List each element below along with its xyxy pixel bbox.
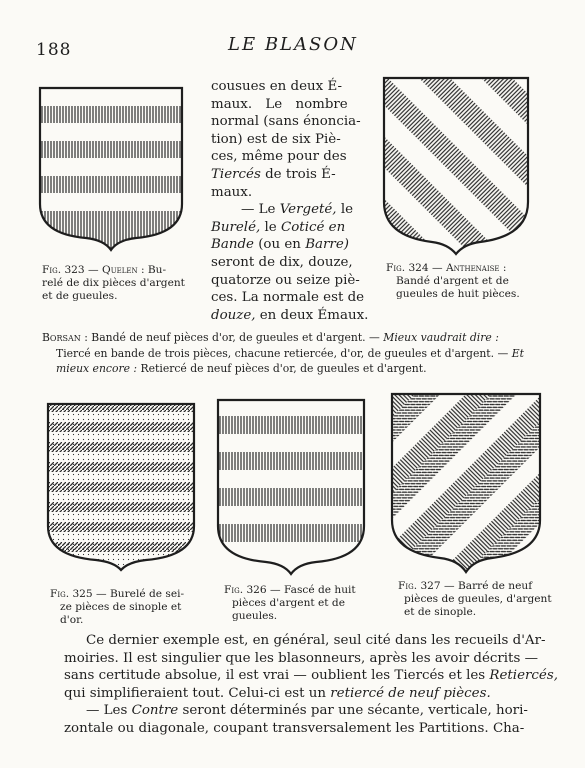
column-line-6	[211, 166, 371, 184]
column-line-9	[211, 219, 371, 237]
column-line-8	[211, 201, 371, 219]
shield-fig-325	[46, 402, 196, 572]
caption-324-label: Fig. 324	[386, 262, 429, 274]
bottom-line-6: zontale ou diagonale, coupant transversalement les Partitions. Cha-	[64, 720, 525, 736]
borsan-l2b: Et	[511, 346, 524, 360]
bottom-line-4	[64, 685, 554, 703]
caption-327-text: — Barré de neuf	[440, 580, 533, 592]
bottom-l4a: qui simplifieraient tout. Celui-ci est un	[64, 685, 331, 701]
caption-324-text: :	[499, 262, 507, 274]
column-line-5: ces, même pour des	[211, 149, 347, 165]
caption-323-line-3: et de gueules.	[42, 290, 118, 302]
shield-fig-323	[38, 86, 184, 252]
bottom-l4b: retiercé de neuf pièces.	[330, 685, 491, 701]
shield-fig-327	[390, 392, 542, 574]
bottom-paragraph	[64, 632, 558, 738]
bottom-line-1: Ce dernier exemple est, en général, seul cité dans les recueils d'Ar-	[86, 633, 546, 648]
caption-325-text: — Burelé de sei-	[92, 588, 185, 600]
bottom-line-5	[64, 702, 554, 720]
borsan-line-3	[42, 361, 552, 377]
borsan-name: Borsan	[42, 331, 81, 344]
caption-324-line-2: Bandé d'argent et de	[396, 275, 509, 287]
column-line-8-pre: — Le	[241, 202, 280, 218]
bottom-l5a: — Les	[86, 703, 132, 719]
cotice-italic: Coticé en	[281, 219, 346, 235]
douze-italic: douze,	[211, 307, 256, 323]
bottom-l5b: Contre	[131, 703, 179, 719]
column-line-2: maux. Le nombre	[211, 96, 348, 112]
caption-fig-323	[42, 264, 202, 303]
caption-326-line-3: gueules.	[232, 610, 278, 622]
column-line-8-post: le	[336, 202, 354, 218]
burele-italic: Burelé,	[211, 219, 261, 235]
borsan-l3b: Retiercé de neuf pièces d'or, de gueules et d'argent.	[137, 362, 427, 375]
caption-325-line-3: d'or.	[60, 614, 84, 626]
caption-323-line-1: Fig. 323 — Quelen : Bu-	[42, 264, 167, 276]
column-line-7: maux.	[211, 184, 253, 200]
column-line-1: cousues en deux É-	[211, 79, 343, 94]
shield-fig-324	[382, 76, 530, 256]
tierces-italic: Tiercés	[211, 166, 261, 182]
caption-325-line-2: ze pièces de sinople et	[60, 601, 182, 613]
caption-326-line-1	[224, 584, 384, 597]
caption-326-line-2: pièces d'argent et de	[232, 597, 345, 609]
bande-italic: Bande	[211, 237, 254, 253]
caption-324-name: Anthenaise	[446, 262, 500, 274]
bottom-line-3	[64, 667, 558, 685]
column-line-12: quatorze ou seize piè-	[211, 272, 360, 288]
borsan-note	[42, 330, 552, 377]
caption-323-name: Quelen	[102, 264, 138, 276]
column-line-3: normal (sans énoncia-	[211, 114, 361, 130]
column-line-4: tion) est de six Piè-	[211, 131, 341, 147]
bottom-line-2: moiries. Il est singulier que les blasonneurs, après les avoir décrits —	[64, 650, 538, 666]
column-line-9-mid: le	[260, 219, 281, 235]
column-line-14	[211, 307, 371, 325]
caption-323-line-2: relé de dix pièces d'argent	[42, 277, 185, 289]
column-line-6-rest: de trois É-	[260, 166, 336, 182]
caption-323-label: Fig. 323	[42, 264, 85, 276]
page-number: 188	[36, 40, 72, 60]
caption-327-line-3: et de sinople.	[404, 606, 477, 618]
caption-325-label: Fig. 325	[50, 588, 93, 600]
column-text	[211, 78, 371, 324]
borsan-line-2	[42, 346, 552, 362]
caption-fig-326	[224, 584, 384, 623]
column-line-14-rest: en deux Émaux.	[255, 307, 369, 323]
column-line-11: seront de dix, douze,	[211, 254, 353, 270]
bottom-l3b: Retiercés,	[489, 668, 558, 684]
caption-326-text: — Fascé de huit	[266, 584, 356, 596]
borsan-line-1	[42, 330, 552, 346]
caption-327-label: Fig. 327	[398, 580, 441, 592]
caption-323-text: : Bu-	[137, 264, 167, 276]
shield-fig-326	[216, 398, 366, 576]
column-line-10-mid: (ou en	[253, 237, 306, 253]
caption-325-line-1	[50, 588, 210, 601]
caption-326-label: Fig. 326	[224, 584, 267, 596]
bottom-l3a: sans certitude absolue, il est vrai — oublient les Tiercés et les	[64, 668, 490, 684]
caption-fig-325	[50, 588, 210, 627]
column-line-13: ces. La normale est de	[211, 290, 365, 306]
caption-324-line-3: gueules de huit pièces.	[396, 288, 520, 300]
borsan-l1a: : Bandé de neuf pièces d'or, de gueules et d'argent. —	[80, 331, 384, 344]
vergete-italic: Vergeté,	[279, 202, 337, 218]
caption-fig-327	[398, 580, 558, 619]
barre-italic: Barre)	[305, 237, 349, 253]
running-title: LE BLASON	[228, 34, 358, 55]
caption-fig-324	[386, 262, 546, 301]
borsan-l1b: Mieux vaudrait dire :	[383, 331, 499, 344]
caption-327-line-2: pièces de gueules, d'argent	[404, 593, 552, 605]
caption-324-line-1: Fig. 324 — Anthenaise :	[386, 262, 507, 274]
column-line-10	[211, 236, 371, 254]
bottom-l5c: seront déterminés par une sécante, verticale, hori-	[178, 703, 528, 719]
borsan-l3a: mieux encore :	[56, 362, 138, 375]
borsan-l2a: Tiercé en bande de trois pièces, chacune retiercée, d'or, de gueules et d'argent. —	[56, 346, 512, 360]
caption-327-line-1	[398, 580, 558, 593]
